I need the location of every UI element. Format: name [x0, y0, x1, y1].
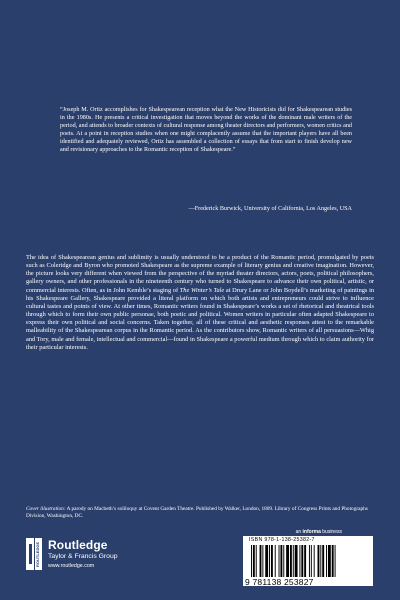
publisher-url[interactable]: www.routledge.com — [48, 563, 95, 569]
review-quote: “Joseph M. Ortiz accomplishes for Shakespearean reception what the New Historicists did for Shakespearean studies in the 1980s. He presents a critical investigation that moves beyond the works of the dominant male writers of the period, and attends to broader contexts of cultural response among theater directors and performers, women critics and poets. At a point in reception studies when one might complacently assume that the important players have all been identified and adequately reviewed, Ortiz has assembled a collection of essays that from start to finish develop new and revisionary approaches to the Romantic reception of Shakespeare.” — [60, 107, 352, 153]
cover-illustration-text: A parody on Macbeth’s soliloquy at Covent Garden Theatre. Published by Walker, London, 1809. Library of Congress Prints and Photographs Division, Washington, DC. — [26, 506, 368, 519]
barcode-bars — [251, 545, 369, 577]
cover-illustration-label: Cover illustration: — [26, 506, 66, 512]
informa-business-tag: an informa business — [295, 529, 342, 535]
routledge-vertical-text: ROUTLEDGE — [35, 541, 40, 567]
cover-illustration-credit — [26, 506, 374, 520]
description-part-2: at Drury Lane or John Boydell’s marketing of paintings in his Shakespeare Gallery, Shakespeare provided a literal platform on which both artists and entrepreneurs could strive to influence cultural tastes and points of view. At other times, Romantic writers found in Shakespeare’s works a set of rhetorical and theatrical tools through which to form their own public personae, both poetic and political. Women writers in particular often adapted Shakespeare to express their own political and social concerns. Taken together, all of these critical and aesthetic responses attest to the remarkable malleability of the Shakespearean corpus in the Romantic period. As the contributors show, Romantic writers of all persuasions—Whig and Tory, male and female, intellectual and commercial—found in Shakespeare a powerful medium through which to claim authority for their particular interests. — [26, 286, 374, 351]
publisher-logo — [26, 536, 176, 576]
informa-logo: informa — [302, 529, 321, 535]
isbn-barcode — [243, 536, 373, 586]
isbn-label: ISBN 978-1-138-25382-7 — [249, 537, 315, 543]
description-part-1: The idea of Shakespearean genius and sublimity is usually understood to be a product of the Romantic period, promulgated by poets such as Coleridge and Byron who promoted Shakespeare as the supreme example of literary genius and creative imagination. However, the picture looks very different when viewed from the perspective of the myriad theater directors, actors, poets, political philosophers, gallery owners, and other professionals in the nineteenth century who turned to Shakespeare to advance their own political, artistic, or commercial interests. Often, as in John Kemble’s staging of — [26, 254, 374, 294]
publisher-group: Taylor & Francis Group — [48, 553, 118, 560]
review-attribution: —Frederick Burwick, University of California, Los Angeles, USA — [188, 206, 352, 212]
barcode-digits: 9 781138 253827 — [245, 577, 314, 587]
play-title: The Winter’s Tale — [179, 286, 225, 294]
publisher-name: Routledge — [48, 538, 108, 552]
book-description — [26, 254, 374, 352]
